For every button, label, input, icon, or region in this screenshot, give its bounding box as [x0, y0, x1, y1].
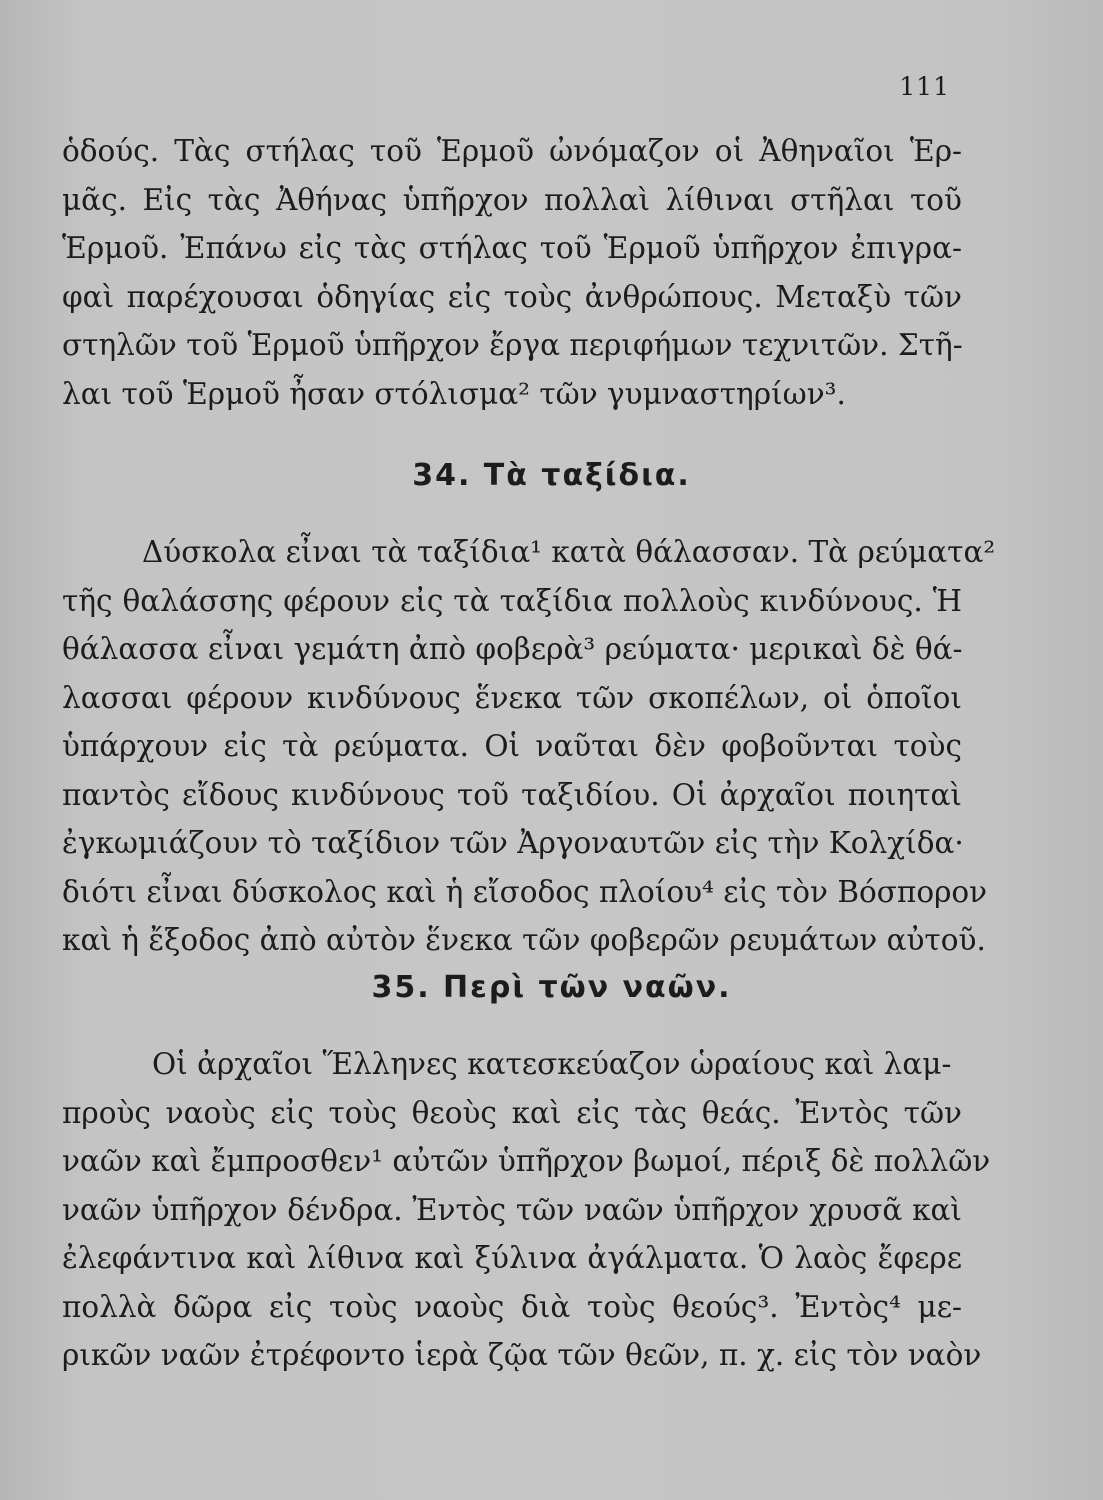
text-line: παντὸς εἴδους κινδύνους τοῦ ταξιδίου. Οἱ ἀρχαῖοι ποιηταὶ: [62, 777, 962, 812]
text-line: ρικῶν ναῶν ἐτρέφοντο ἱερὰ ζῷα τῶν θεῶν, π. χ. εἰς τὸν ναὸν: [62, 1338, 982, 1372]
text-line: καὶ ἡ ἔξοδος ἀπὸ αὐτὸν ἕνεκα τῶν φοβερῶν ρευμάτων αὐτοῦ.: [62, 923, 986, 957]
paragraph-voyages: [62, 528, 996, 965]
text-line: Ἑρμοῦ. Ἐπάνω εἰς τὰς στήλας τοῦ Ἑρμοῦ ὑπῆρχον ἐπιγρα-: [62, 231, 962, 265]
text-line: Οἱ ἀρχαῖοι Ἕλληνες κατεσκεύαζον ὡραίους καὶ λαμ-: [152, 1047, 952, 1081]
paragraph-hermes-pillars: [62, 127, 962, 418]
text-line: τῆς θαλάσσης φέρουν εἰς τὰ ταξίδια πολλοὺς κινδύνους. Ἡ: [62, 583, 962, 618]
text-line: ἐλεφάντινα καὶ λίθινα καὶ ξύλινα ἀγάλματα. Ὁ λαὸς ἔφερε: [62, 1241, 962, 1275]
text-line: θάλασσα εἶναι γεμάτη ἀπὸ φοβερὰ³ ρεύματα· μερικαὶ δὲ θά-: [62, 632, 963, 666]
text-line: φαὶ παρέχουσαι ὁδηγίας εἰς τοὺς ἀνθρώπους. Μεταξὺ τῶν: [62, 279, 962, 314]
paragraph-temples: [62, 1040, 991, 1380]
text-line: ὑπάρχουν εἰς τὰ ρεύματα. Οἱ ναῦται δὲν φοβοῦνται τοὺς: [62, 729, 962, 763]
text-line: μᾶς. Εἰς τὰς Ἀθήνας ὑπῆρχον πολλαὶ λίθιναι στῆλαι τοῦ: [62, 182, 962, 217]
text-line: ἐγκωμιάζουν τὸ ταξίδιον τῶν Ἀργοναυτῶν εἰς τὴν Κολχίδα·: [62, 826, 964, 860]
page-number: 111: [899, 72, 950, 101]
section-heading-34: 34. Τὰ ταξίδια.: [412, 458, 691, 493]
text-line: στηλῶν τοῦ Ἑρμοῦ ὑπῆρχον ἔργα περιφήμων τεχνιτῶν. Στῆ-: [62, 328, 963, 362]
text-line: προὺς ναοὺς εἰς τοὺς θεοὺς καὶ εἰς τὰς θεάς. Ἐντὸς τῶν: [62, 1095, 962, 1130]
text-line: Δύσκολα εἶναι τὰ ταξίδια¹ κατὰ θάλασσαν. Τὰ ρεύματα²: [142, 535, 996, 569]
text-line: ναῶν ὑπῆρχον δένδρα. Ἐντὸς τῶν ναῶν ὑπῆρχον χρυσᾶ καὶ: [62, 1192, 962, 1227]
text-line: ναῶν καὶ ἔμπροσθεν¹ αὐτῶν ὑπῆρχον βωμοί, πέριξ δὲ πολλῶν: [62, 1144, 991, 1178]
text-line: πολλὰ δῶρα εἰς τοὺς ναοὺς διὰ τοὺς θεούς³. Ἐντὸς⁴ με-: [62, 1289, 962, 1324]
text-line: ὁδούς. Τὰς στήλας τοῦ Ἑρμοῦ ὠνόμαζον οἱ Ἀθηναῖοι Ἑρ-: [62, 134, 962, 168]
section-heading-35: 35. Περὶ τῶν ναῶν.: [371, 970, 732, 1005]
text-line: λαι τοῦ Ἑρμοῦ ἦσαν στόλισμα² τῶν γυμναστηρίων³.: [62, 376, 846, 411]
text-line: διότι εἶναι δύσκολος καὶ ἡ εἴσοδος πλοίου⁴ εἰς τὸν Βόσπορον: [62, 874, 988, 909]
text-line: λασσαι φέρουν κινδύνους ἕνεκα τῶν σκοπέλων, οἱ ὁποῖοι: [62, 680, 962, 715]
